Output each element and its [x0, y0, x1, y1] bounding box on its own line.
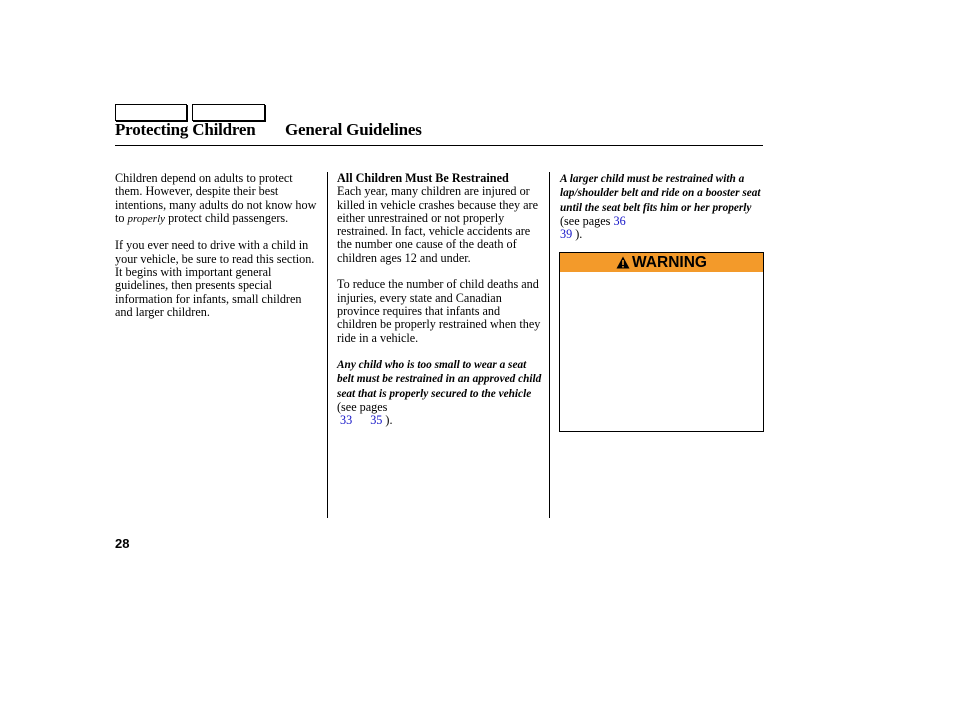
column-1 [115, 172, 320, 319]
subsection-title: General Guidelines [285, 120, 422, 139]
page-number: 28 [115, 536, 130, 551]
nav-tab-previous[interactable] [115, 104, 187, 121]
section-title: Protecting Children [115, 120, 256, 139]
intro-paragraph: Children depend on adults to protect them. However, despite their best intentions, many adults do not know how to properly protect child passengers. [115, 171, 317, 225]
booster-seat-paragraph: A larger child must be restrained with a lap/shoulder belt and ride on a booster seat until the seat belt fits him or her properly (see pages 36 39 ). [560, 173, 761, 242]
column-3 [560, 172, 763, 241]
warning-header [560, 253, 763, 272]
crash-statistics-paragraph: Each year, many children are injured or killed in vehicle crashes because they are either unrestrained or not properly restrained. In fact, vehicle accidents are the number one cause of the death of children ages 12 and under. [337, 184, 538, 265]
restrained-heading: All Children Must Be Restrained [337, 171, 509, 185]
nav-tab-next[interactable] [192, 104, 265, 121]
column-divider-2 [549, 172, 550, 518]
warning-box [559, 252, 764, 432]
column-divider-1 [327, 172, 328, 518]
state-law-paragraph: To reduce the number of child deaths and injuries, every state and Canadian province requires that infants and children be properly restrained when they ride in a vehicle. [337, 277, 541, 345]
child-seat-paragraph: Any child who is too small to wear a seat belt must be restrained in an approved child seat that is properly secured to the vehicle (see pages 33 35 ). [337, 359, 542, 428]
booster-seat-emphasis: A larger child must be restrained with a lap/shoulder belt and ride on a booster seat until the seat belt fits him or her properly [560, 173, 761, 214]
child-seat-emphasis: Any child who is too small to wear a seat belt must be restrained in an approved child seat that is properly secured to the vehicle [337, 359, 542, 400]
page-link-36[interactable]: 36 [613, 213, 626, 228]
section-overview-paragraph: If you ever need to drive with a child in your vehicle, be sure to read this section. It begins with important general guidelines, then presents special information for infants, small children and larger children. [115, 238, 315, 319]
page-link-35[interactable]: 35 [370, 413, 383, 428]
header-rule [115, 145, 763, 146]
warning-label: WARNING [632, 253, 707, 271]
column-2 [337, 172, 543, 428]
warning-triangle-icon [616, 256, 630, 269]
properly-emphasis: properly [127, 212, 166, 225]
page-link-39[interactable]: 39 [560, 227, 573, 242]
page-link-33[interactable]: 33 [340, 413, 353, 428]
